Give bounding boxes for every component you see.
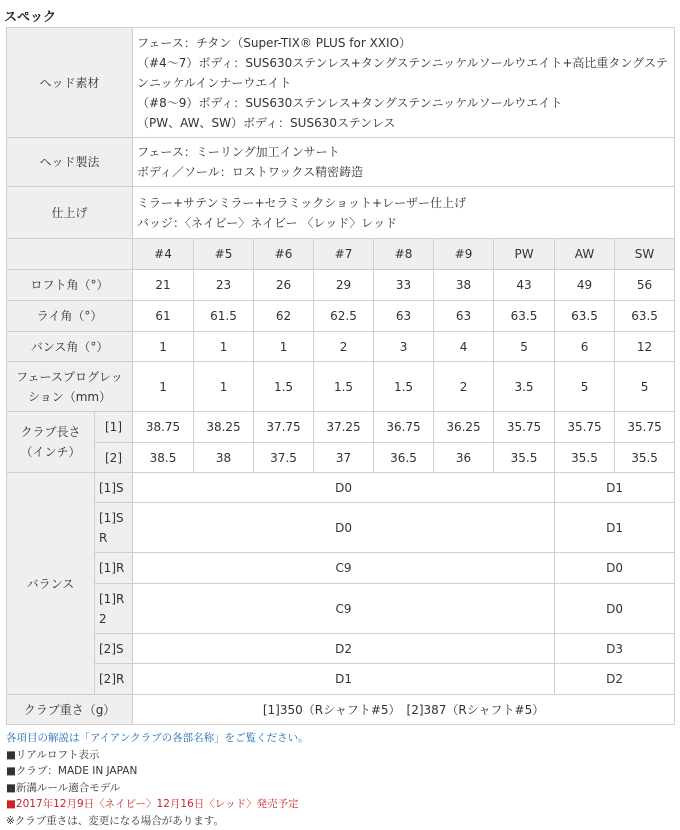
- material-line: ンニッケルインナーウエイト: [137, 75, 292, 90]
- balance-tag: [1]R: [95, 553, 133, 584]
- club-header: PW: [494, 239, 555, 270]
- balance-value: D2: [555, 664, 675, 695]
- bounce-value: 5: [494, 332, 555, 362]
- row-head-manufacture: [7, 138, 675, 187]
- material-line: （#4〜7）ボディ：SUS630ステンレス+タングステンニッケルソールウエイト+高比重タングステ: [137, 55, 668, 70]
- lie-value: 63.5: [615, 301, 675, 332]
- loft-value: 56: [615, 270, 675, 301]
- lie-value: 62.5: [314, 301, 374, 332]
- row-bounce: [7, 332, 675, 362]
- label-progression: フェースプログレッション（mm）: [7, 362, 133, 412]
- weight-value: [1]350（Rシャフト#5） [2]387（Rシャフト#5）: [133, 695, 675, 725]
- lie-value: 63.5: [555, 301, 615, 332]
- manufacture-line: フェース：ミーリング加工インサート: [137, 145, 340, 159]
- note-rule: ■新溝ルール適合モデル: [6, 781, 121, 794]
- progression-value: 1.5: [374, 362, 434, 412]
- balance-tag: [2]S: [95, 634, 133, 664]
- length-value: 37.25: [314, 412, 374, 443]
- balance-value: C9: [133, 584, 555, 634]
- page-title: スペック: [4, 10, 57, 25]
- loft-value: 29: [314, 270, 374, 301]
- club-header: AW: [555, 239, 615, 270]
- row-head-material: [7, 28, 675, 138]
- club-header: #8: [374, 239, 434, 270]
- row-length-1: [7, 412, 675, 443]
- length-value: 35.5: [494, 443, 555, 473]
- loft-value: 23: [194, 270, 254, 301]
- progression-value: 1: [194, 362, 254, 412]
- length-value: 35.5: [555, 443, 615, 473]
- club-header: #7: [314, 239, 374, 270]
- balance-value: D0: [133, 503, 555, 553]
- balance-tag: [1]S: [95, 473, 133, 503]
- lie-value: 61: [133, 301, 194, 332]
- balance-tag: [1]SR: [95, 503, 133, 553]
- row-balance-2s: [7, 634, 675, 664]
- balance-value: D1: [555, 473, 675, 503]
- length-value: 36.25: [434, 412, 494, 443]
- notes: [6, 730, 676, 829]
- club-header: SW: [615, 239, 675, 270]
- row-balance-1r2: [7, 584, 675, 634]
- balance-value: D0: [555, 553, 675, 584]
- bounce-value: 2: [314, 332, 374, 362]
- bounce-value: 3: [374, 332, 434, 362]
- row-loft: [7, 270, 675, 301]
- length-value: 37.75: [254, 412, 314, 443]
- label-lie: ライ角（°）: [7, 301, 133, 332]
- lie-value: 61.5: [194, 301, 254, 332]
- row-lie: [7, 301, 675, 332]
- row-length-2: [7, 443, 675, 473]
- note-release: ■2017年12月9日〈ネイビー〉12月16日〈レッド〉発売予定: [6, 798, 299, 810]
- bounce-value: 12: [615, 332, 675, 362]
- loft-value: 21: [133, 270, 194, 301]
- balance-value: C9: [133, 553, 555, 584]
- length-value: 38.5: [133, 443, 194, 473]
- row-finish: [7, 187, 675, 239]
- lie-value: 63: [434, 301, 494, 332]
- length-value: 35.75: [615, 412, 675, 443]
- balance-value: D2: [133, 634, 555, 664]
- material-line: （#8〜9）ボディ：SUS630ステンレス+タングステンニッケルソールウエイト: [137, 95, 563, 110]
- finish-line: ミラー+サテンミラー+セラミックショット+レーザー仕上げ: [137, 195, 467, 210]
- club-header: #9: [434, 239, 494, 270]
- lie-value: 62: [254, 301, 314, 332]
- material-line: （PW、AW、SW）ボディ：SUS630ステンレス: [137, 115, 396, 130]
- club-header: #4: [133, 239, 194, 270]
- club-header: #5: [194, 239, 254, 270]
- note-weight: ※クラブ重さは、変更になる場合があります。: [6, 814, 224, 827]
- label-finish: 仕上げ: [7, 187, 133, 239]
- length-value: 37.5: [254, 443, 314, 473]
- note-loft: ■リアルロフト表示: [6, 748, 100, 761]
- progression-value: 2: [434, 362, 494, 412]
- loft-value: 26: [254, 270, 314, 301]
- bounce-value: 1: [254, 332, 314, 362]
- row-club-header: [7, 239, 675, 270]
- row-balance-2r: [7, 664, 675, 695]
- value-finish: [133, 187, 675, 239]
- bounce-value: 1: [133, 332, 194, 362]
- parts-guide-link[interactable]: 各項目の解説は「アイアンクラブの各部名称」をご覧ください。: [6, 732, 309, 744]
- material-line: フェース：チタン（Super-TIX® PLUS for XXIO）: [137, 35, 412, 50]
- note-made: ■クラブ：MADE IN JAPAN: [6, 765, 138, 777]
- balance-value: D1: [555, 503, 675, 553]
- length-value: 36.5: [374, 443, 434, 473]
- value-head-manufacture: [133, 138, 675, 187]
- length-value: 35.5: [615, 443, 675, 473]
- bounce-value: 1: [194, 332, 254, 362]
- length-value: 36: [434, 443, 494, 473]
- header-blank: [7, 239, 133, 270]
- label-balance: バランス: [7, 473, 95, 695]
- bounce-value: 4: [434, 332, 494, 362]
- balance-value: D0: [555, 584, 675, 634]
- balance-value: D3: [555, 634, 675, 664]
- progression-value: 3.5: [494, 362, 555, 412]
- label-weight: クラブ重さ（g）: [7, 695, 133, 725]
- balance-value: D0: [133, 473, 555, 503]
- label-loft: ロフト角（°）: [7, 270, 133, 301]
- lie-value: 63.5: [494, 301, 555, 332]
- label-head-manufacture: ヘッド製法: [7, 138, 133, 187]
- length-value: 37: [314, 443, 374, 473]
- row-progression: [7, 362, 675, 412]
- length-value: 35.75: [555, 412, 615, 443]
- progression-value: 1.5: [254, 362, 314, 412]
- progression-value: 5: [555, 362, 615, 412]
- row-weight: [7, 695, 675, 725]
- length-value: 38: [194, 443, 254, 473]
- club-header: #6: [254, 239, 314, 270]
- finish-line: バッジ：〈ネイビー〉ネイビー 〈レッド〉レッド: [137, 215, 398, 230]
- length-value: 38.25: [194, 412, 254, 443]
- manufacture-line: ボディ／ソール：ロストワックス精密鋳造: [137, 165, 364, 179]
- progression-value: 5: [615, 362, 675, 412]
- progression-value: 1.5: [314, 362, 374, 412]
- length-tag: [1]: [95, 412, 133, 443]
- balance-tag: [1]R2: [95, 584, 133, 634]
- label-bounce: バンス角（°）: [7, 332, 133, 362]
- bounce-value: 6: [555, 332, 615, 362]
- length-tag: [2]: [95, 443, 133, 473]
- loft-value: 38: [434, 270, 494, 301]
- length-value: 35.75: [494, 412, 555, 443]
- progression-value: 1: [133, 362, 194, 412]
- length-value: 38.75: [133, 412, 194, 443]
- lie-value: 63: [374, 301, 434, 332]
- spec-table: [6, 27, 675, 725]
- loft-value: 33: [374, 270, 434, 301]
- length-value: 36.75: [374, 412, 434, 443]
- label-head-material: ヘッド素材: [7, 28, 133, 138]
- row-balance-1sr: [7, 503, 675, 553]
- balance-value: D1: [133, 664, 555, 695]
- balance-tag: [2]R: [95, 664, 133, 695]
- label-length: クラブ長さ（インチ）: [7, 412, 95, 473]
- row-balance-1s: [7, 473, 675, 503]
- loft-value: 49: [555, 270, 615, 301]
- loft-value: 43: [494, 270, 555, 301]
- row-balance-1r: [7, 553, 675, 584]
- value-head-material: [133, 28, 675, 138]
